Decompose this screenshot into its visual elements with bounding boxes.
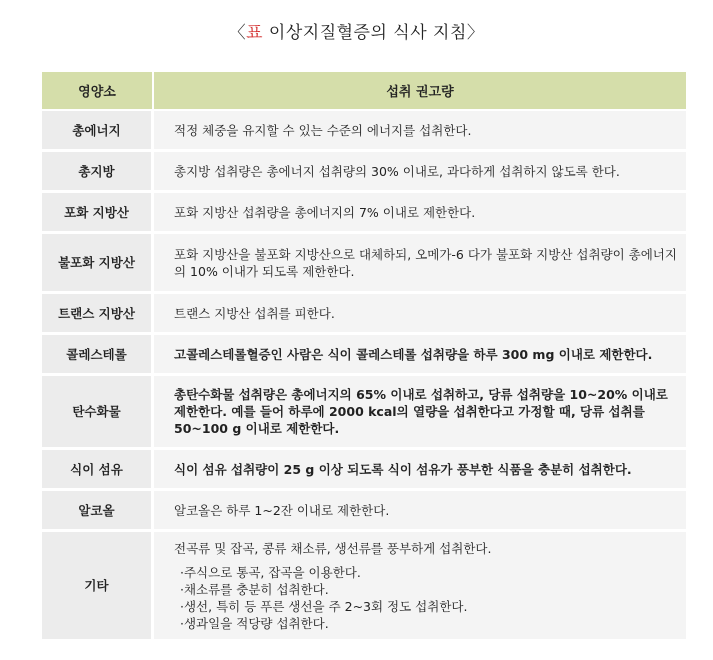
- recommendation-cell: 식이 섬유 섭취량이 25 g 이상 되도록 식이 섬유가 풍부한 식품을 충분히 섭취한다.: [154, 450, 686, 491]
- table-row: [42, 234, 686, 294]
- table-row: [42, 294, 686, 335]
- recommendation-sub-list: [180, 564, 678, 632]
- table-row: [42, 376, 686, 450]
- sub-list-item: · 생선, 특히 등 푸른 생선을 주 2~3회 정도 섭취한다.: [180, 598, 678, 615]
- recommendation-cell: [154, 532, 686, 642]
- nutrient-cell: 트랜스 지방산: [42, 294, 154, 335]
- nutrient-cell: 알코올: [42, 491, 154, 532]
- recommendation-cell: 적정 체중을 유지할 수 있는 수준의 에너지를 섭취한다.: [154, 111, 686, 152]
- recommendation-main-text: 전곡류 및 잡곡, 콩류 채소류, 생선류를 풍부하게 섭취한다.: [174, 540, 492, 556]
- sub-list-item: · 생과일을 적당량 섭취한다.: [180, 615, 678, 632]
- table-row: [42, 335, 686, 376]
- recommendation-cell: 총지방 섭취량은 총에너지 섭취량의 30% 이내로, 과다하게 섭취하지 않도록 한다.: [154, 152, 686, 193]
- sub-list-item: · 주식으로 통곡, 잡곡을 이용한다.: [180, 564, 678, 581]
- nutrient-cell: 탄수화물: [42, 376, 154, 450]
- sub-list-item: · 채소류를 충분히 섭취한다.: [180, 581, 678, 598]
- table-row: [42, 491, 686, 532]
- table-row: [42, 532, 686, 642]
- nutrient-cell: 총에너지: [42, 111, 154, 152]
- title-bracket-open: 〈: [228, 23, 247, 43]
- table-row: [42, 193, 686, 234]
- table-header-row: [42, 72, 686, 111]
- table-row: [42, 152, 686, 193]
- recommendation-cell: 포화 지방산을 불포화 지방산으로 대체하되, 오메가-6 다가 불포화 지방산 섭취량이 총에너지의 10% 이내가 되도록 제한한다.: [154, 234, 686, 294]
- table-row: [42, 450, 686, 491]
- header-recommendation: 섭취 권고량: [154, 72, 686, 111]
- title-bracket-close: 〉: [466, 23, 485, 43]
- recommendation-cell: 알코올은 하루 1~2잔 이내로 제한한다.: [154, 491, 686, 532]
- nutrient-cell: 기타: [42, 532, 154, 642]
- title-text: 이상지질혈증의 식사 지침: [263, 23, 467, 43]
- recommendation-cell: 고콜레스테롤혈증인 사람은 식이 콜레스테롤 섭취량을 하루 300 mg 이내로 제한한다.: [154, 335, 686, 376]
- document-title: [0, 18, 713, 43]
- recommendation-cell: 총탄수화물 섭취량은 총에너지의 65% 이내로 섭취하고, 당류 섭취량을 10~20% 이내로 제한한다. 예를 들어 하루에 2000 kcal의 열량을 섭취한다고 가정할 때, 당류 섭취를 50~100 g 이내로 제한한다.: [154, 376, 686, 450]
- nutrient-cell: 식이 섬유: [42, 450, 154, 491]
- recommendation-cell: 트랜스 지방산 섭취를 피한다.: [154, 294, 686, 335]
- nutrient-cell: 총지방: [42, 152, 154, 193]
- header-nutrient: 영양소: [42, 72, 154, 111]
- nutrient-cell: 포화 지방산: [42, 193, 154, 234]
- table-row: [42, 111, 686, 152]
- diet-guideline-table: [42, 72, 686, 642]
- nutrient-cell: 콜레스테롤: [42, 335, 154, 376]
- title-table-marker: 표: [246, 23, 264, 43]
- nutrient-cell: 불포화 지방산: [42, 234, 154, 294]
- recommendation-cell: 포화 지방산 섭취량을 총에너지의 7% 이내로 제한한다.: [154, 193, 686, 234]
